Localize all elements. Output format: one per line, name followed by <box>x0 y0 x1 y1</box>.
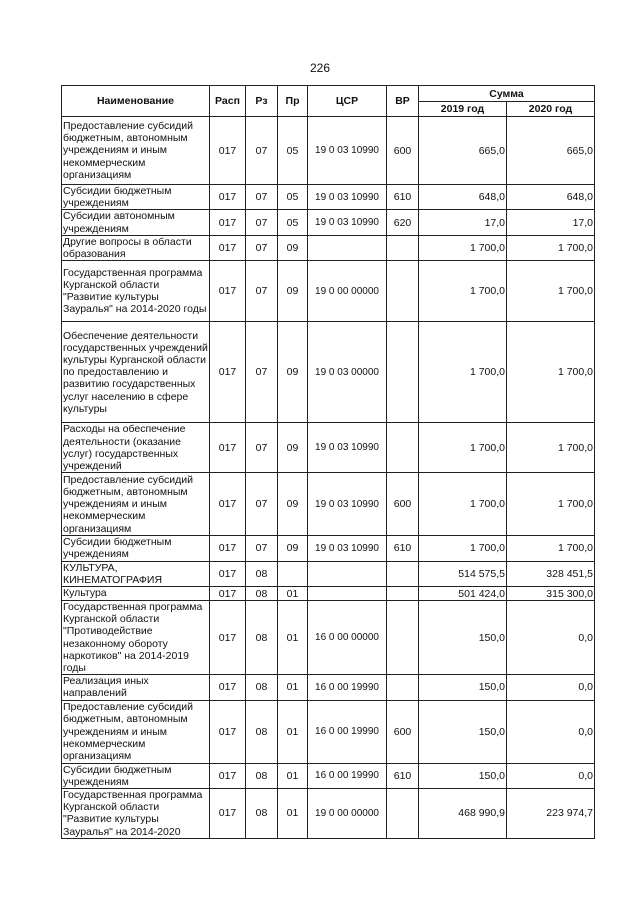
table-row <box>62 700 595 763</box>
row-rz: 08 <box>246 675 278 700</box>
table-row <box>62 561 595 586</box>
row-sum-2020: 648,0 <box>507 185 595 210</box>
row-sum-2019: 1 700,0 <box>419 473 507 536</box>
row-name: Субсидии бюджетным учреждениям <box>62 185 210 210</box>
page-number: 226 <box>309 61 331 75</box>
row-name: Расходы на обеспечение деятельности (оказание услуг) государственных учреждений <box>62 423 210 473</box>
row-pr <box>278 561 308 586</box>
row-pr: 09 <box>278 423 308 473</box>
row-rasp: 017 <box>210 561 246 586</box>
row-sum-2019: 1 700,0 <box>419 423 507 473</box>
row-name: Обеспечение деятельности государственных учреждений культуры Курганской области по предоставлению и развитию государственных услуг населению в сфере культуры <box>62 322 210 423</box>
row-sum-2020: 328 451,5 <box>507 561 595 586</box>
header-vr: ВР <box>387 86 419 117</box>
row-sum-2020: 1 700,0 <box>507 473 595 536</box>
table-row <box>62 261 595 322</box>
row-vr <box>387 675 419 700</box>
header-pr: Пр <box>278 86 308 117</box>
table-row <box>62 185 595 210</box>
row-vr: 600 <box>387 700 419 763</box>
header-2019: 2019 год <box>419 102 507 117</box>
row-vr: 600 <box>387 473 419 536</box>
row-pr: 09 <box>278 322 308 423</box>
row-rasp: 017 <box>210 587 246 601</box>
row-name: Предоставление субсидий бюджетным, автономным учреждениям и иным некоммерческим организациям <box>62 700 210 763</box>
row-pr: 01 <box>278 789 308 839</box>
row-pr: 01 <box>278 587 308 601</box>
table-row <box>62 789 595 839</box>
row-pr: 09 <box>278 536 308 561</box>
row-csr: 19 0 03 10990 <box>308 117 387 185</box>
row-sum-2019: 1 700,0 <box>419 536 507 561</box>
row-sum-2020: 1 700,0 <box>507 235 595 260</box>
row-pr: 01 <box>278 601 308 675</box>
row-rz: 07 <box>246 117 278 185</box>
row-sum-2019: 665,0 <box>419 117 507 185</box>
row-name: Предоставление субсидий бюджетным, автономным учреждениям и иным некоммерческим организациям <box>62 473 210 536</box>
row-rasp: 017 <box>210 601 246 675</box>
row-csr <box>308 587 387 601</box>
row-rasp: 017 <box>210 675 246 700</box>
row-vr <box>387 601 419 675</box>
row-vr: 610 <box>387 763 419 788</box>
row-rasp: 017 <box>210 536 246 561</box>
row-sum-2019: 150,0 <box>419 763 507 788</box>
row-csr: 19 0 00 00000 <box>308 789 387 839</box>
header-csr: ЦСР <box>308 86 387 117</box>
row-csr: 16 0 00 19990 <box>308 763 387 788</box>
row-csr: 19 0 03 10990 <box>308 423 387 473</box>
budget-table <box>61 85 595 839</box>
table-body <box>62 117 595 839</box>
table-row <box>62 322 595 423</box>
row-vr <box>387 322 419 423</box>
row-rz: 07 <box>246 235 278 260</box>
row-csr: 19 0 03 10990 <box>308 210 387 235</box>
row-csr <box>308 235 387 260</box>
row-rz: 07 <box>246 185 278 210</box>
row-sum-2019: 150,0 <box>419 601 507 675</box>
header-rz: Рз <box>246 86 278 117</box>
row-rasp: 017 <box>210 473 246 536</box>
row-name: Государственная программа Курганской области "Противодействие незаконному обороту наркотиков" на 2014-2019 годы <box>62 601 210 675</box>
row-vr <box>387 261 419 322</box>
row-sum-2019: 150,0 <box>419 675 507 700</box>
row-rasp: 017 <box>210 700 246 763</box>
row-rz: 08 <box>246 789 278 839</box>
row-sum-2020: 0,0 <box>507 700 595 763</box>
header-name: Наименование <box>62 86 210 117</box>
row-name: Другие вопросы в области образования <box>62 235 210 260</box>
row-rz: 08 <box>246 601 278 675</box>
row-csr: 16 0 00 19990 <box>308 700 387 763</box>
row-sum-2019: 501 424,0 <box>419 587 507 601</box>
row-pr: 09 <box>278 235 308 260</box>
row-rz: 08 <box>246 763 278 788</box>
row-rz: 07 <box>246 473 278 536</box>
row-sum-2019: 648,0 <box>419 185 507 210</box>
row-sum-2019: 17,0 <box>419 210 507 235</box>
row-csr: 16 0 00 00000 <box>308 601 387 675</box>
table-row <box>62 601 595 675</box>
row-vr <box>387 587 419 601</box>
row-rz: 07 <box>246 261 278 322</box>
row-rz: 08 <box>246 587 278 601</box>
row-rasp: 017 <box>210 763 246 788</box>
row-pr: 01 <box>278 763 308 788</box>
row-rasp: 017 <box>210 261 246 322</box>
row-sum-2020: 0,0 <box>507 763 595 788</box>
row-sum-2020: 0,0 <box>507 601 595 675</box>
header-2020: 2020 год <box>507 102 595 117</box>
table-row <box>62 117 595 185</box>
row-name: Субсидии автономным учреждениям <box>62 210 210 235</box>
row-pr: 05 <box>278 210 308 235</box>
row-sum-2020: 1 700,0 <box>507 423 595 473</box>
row-sum-2019: 468 990,9 <box>419 789 507 839</box>
row-rasp: 017 <box>210 185 246 210</box>
row-vr <box>387 789 419 839</box>
row-name: КУЛЬТУРА, КИНЕМАТОГРАФИЯ <box>62 561 210 586</box>
row-sum-2020: 223 974,7 <box>507 789 595 839</box>
row-vr <box>387 235 419 260</box>
table-row <box>62 473 595 536</box>
row-csr: 19 0 03 10990 <box>308 536 387 561</box>
row-sum-2020: 17,0 <box>507 210 595 235</box>
row-name: Культура <box>62 587 210 601</box>
row-rasp: 017 <box>210 423 246 473</box>
row-sum-2019: 1 700,0 <box>419 235 507 260</box>
row-sum-2019: 514 575,5 <box>419 561 507 586</box>
row-sum-2020: 665,0 <box>507 117 595 185</box>
table-row <box>62 587 595 601</box>
row-pr: 05 <box>278 117 308 185</box>
row-name: Государственная программа Курганской области "Развитие культуры Зауралья" на 2014-2020 <box>62 789 210 839</box>
table-row <box>62 235 595 260</box>
row-vr: 620 <box>387 210 419 235</box>
row-sum-2019: 150,0 <box>419 700 507 763</box>
row-rz: 08 <box>246 561 278 586</box>
table-row <box>62 763 595 788</box>
row-rasp: 017 <box>210 210 246 235</box>
row-pr: 09 <box>278 473 308 536</box>
row-sum-2020: 1 700,0 <box>507 536 595 561</box>
table-row <box>62 210 595 235</box>
row-csr: 19 0 03 00000 <box>308 322 387 423</box>
row-sum-2020: 1 700,0 <box>507 322 595 423</box>
row-name: Субсидии бюджетным учреждениям <box>62 763 210 788</box>
row-csr <box>308 561 387 586</box>
row-name: Реализация иных направлений <box>62 675 210 700</box>
row-csr: 19 0 03 10990 <box>308 473 387 536</box>
row-name: Государственная программа Курганской области "Развитие культуры Зауралья" на 2014-2020 годы <box>62 261 210 322</box>
header-rasp: Расп <box>210 86 246 117</box>
row-pr: 05 <box>278 185 308 210</box>
row-csr: 16 0 00 19990 <box>308 675 387 700</box>
row-rz: 07 <box>246 210 278 235</box>
row-vr <box>387 561 419 586</box>
row-rasp: 017 <box>210 235 246 260</box>
row-pr: 09 <box>278 261 308 322</box>
row-name: Предоставление субсидий бюджетным, автономным учреждениям и иным некоммерческим организациям <box>62 117 210 185</box>
row-rz: 08 <box>246 700 278 763</box>
row-rz: 07 <box>246 322 278 423</box>
row-sum-2019: 1 700,0 <box>419 261 507 322</box>
row-pr: 01 <box>278 675 308 700</box>
row-sum-2019: 1 700,0 <box>419 322 507 423</box>
row-csr: 19 0 03 10990 <box>308 185 387 210</box>
row-sum-2020: 0,0 <box>507 675 595 700</box>
table-row <box>62 675 595 700</box>
row-rasp: 017 <box>210 117 246 185</box>
table-row <box>62 423 595 473</box>
row-vr: 610 <box>387 536 419 561</box>
table-row <box>62 536 595 561</box>
row-rasp: 017 <box>210 789 246 839</box>
header-sum: Сумма <box>419 86 595 102</box>
row-pr: 01 <box>278 700 308 763</box>
row-rz: 07 <box>246 423 278 473</box>
row-csr: 19 0 00 00000 <box>308 261 387 322</box>
row-vr: 600 <box>387 117 419 185</box>
row-vr <box>387 423 419 473</box>
row-rasp: 017 <box>210 322 246 423</box>
row-sum-2020: 315 300,0 <box>507 587 595 601</box>
row-rz: 07 <box>246 536 278 561</box>
row-sum-2020: 1 700,0 <box>507 261 595 322</box>
row-name: Субсидии бюджетным учреждениям <box>62 536 210 561</box>
row-vr: 610 <box>387 185 419 210</box>
